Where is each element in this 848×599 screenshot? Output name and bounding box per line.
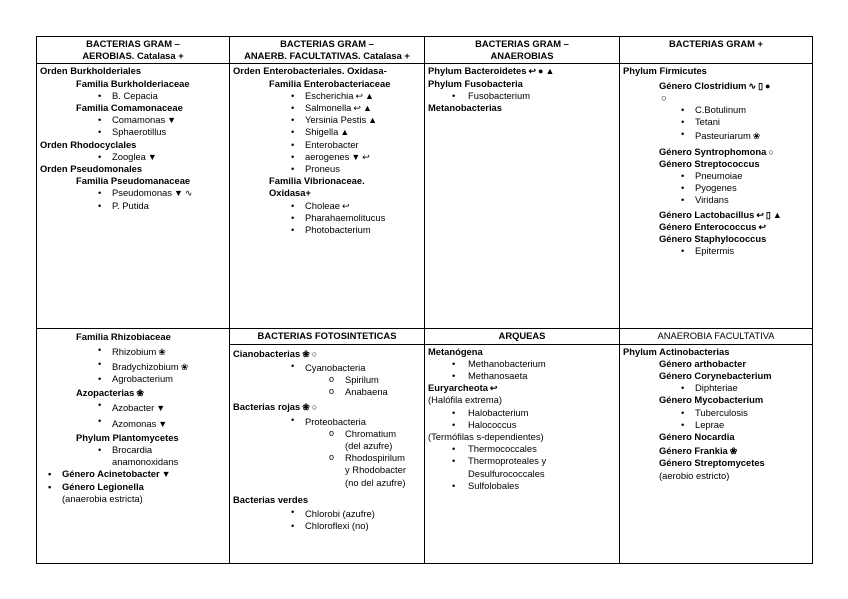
cell-fotosinteticas (230, 329, 425, 564)
flower-icon: ❀ (158, 346, 166, 357)
cell-rhizobiaceae (37, 329, 230, 564)
circle-icon: ○ (311, 402, 318, 413)
cianobacterias: Cianobacterias ❀ ○ (233, 347, 318, 359)
list-item: • Azobacter ▼ (40, 399, 226, 414)
streptomycetes-note: (aerobio estricto) (659, 469, 730, 481)
phylum-bacteroidetes: Phylum Bacteroidetes ↩ ● ▲ (428, 65, 555, 77)
legionella-note: (anaerobia estricta) (62, 492, 143, 504)
list-item: • Bradychizobium ❀ (40, 358, 226, 373)
list-item: • Brocardia (40, 444, 226, 456)
phylum-plantomycetes: Phylum Plantomycetes (76, 431, 179, 443)
circle-icon: ○ (768, 146, 774, 157)
circle-icon: ○ (311, 348, 318, 359)
anaerobia-facultativa-body (620, 345, 812, 482)
familia-enterobacteriaceae: Familia Enterobacteriaceae (269, 77, 391, 89)
list-item: • Salmonella ↩ ▲ (233, 102, 421, 114)
genero-corynebacterium: Género Corynebacterium (659, 370, 772, 382)
list-item: • Thermococcales (428, 443, 616, 455)
orden-pseudomonales: Orden Pseudomonales (40, 163, 143, 175)
flagellum-icon: ▼ (158, 418, 168, 429)
phylum-firmicutes: Phylum Firmicutes (623, 65, 707, 77)
arqueas-body (425, 345, 619, 492)
list-item: • Proneus (233, 163, 421, 175)
list-item: • Diphteriae (623, 382, 809, 394)
header-gram-neg-facultativas: BACTERIAS GRAM – ANAERB. FACULTATIVAS. Catalasa + (230, 37, 425, 64)
classification-table (36, 36, 813, 564)
familia-vibrionaceae: Familia Vibrionaceae. (269, 175, 365, 187)
euryarcheota: Euryarcheota ↩ (428, 382, 498, 394)
list-item: • Viridans (623, 194, 809, 206)
row-2 (37, 329, 813, 564)
genero-clostridium: Género Clostridium ∿ ▯ ● (659, 79, 771, 91)
genero-mycobacterium: Género Mycobacterium (659, 394, 764, 406)
mountain-icon: ▲ (545, 66, 555, 77)
header-gram-pos: BACTERIAS GRAM + (620, 37, 813, 64)
list-item: • Halococcus (428, 419, 616, 431)
bacterias-verdes: Bacterias verdes (233, 493, 309, 505)
metanogena: Metanógena (428, 345, 483, 357)
sub-item: o Rhodospirilum (233, 452, 421, 464)
list-item: • Escherichia ↩ ▲ (233, 90, 421, 102)
fotosinteticas-body (230, 345, 424, 533)
mountain-icon: ▲ (340, 127, 350, 138)
circle-icon: ○ (661, 91, 667, 103)
hook-icon: ↩ (362, 151, 370, 162)
genero-lactobacillus: Género Lactobacillus ↩ ▯ ▲ (659, 208, 782, 220)
list-item: • Halobacterium (428, 407, 616, 419)
list-item: • Rhizobium ❀ (40, 344, 226, 358)
sub-item-continuation: (del azufre) (345, 440, 393, 452)
list-item: • Fusobacterium (428, 90, 616, 102)
mountain-icon: ▲ (365, 90, 374, 101)
list-item: • Tetani (623, 116, 809, 128)
list-item: • P. Putida (40, 200, 226, 212)
familia-comamonaceae: Familia Comamonaceae (76, 102, 183, 114)
flower-icon: ❀ (302, 348, 310, 359)
cell-gram-neg-aerobias (37, 64, 230, 329)
genero-streptomycetes: Género Streptomycetes (659, 457, 765, 469)
sub-item-continuation: y Rhodobacter (345, 464, 406, 476)
flower-icon: ❀ (752, 131, 761, 142)
hook-icon: ↩ (756, 209, 764, 220)
list-item: • Comamonas ▼ (40, 114, 226, 126)
cell-anaerobia-facultativa (620, 329, 813, 564)
phylum-actinobacterias: Phylum Actinobacterias (623, 345, 730, 357)
hook-icon: ↩ (341, 200, 350, 211)
list-item-continuation: • aerogenes ▼ ↩ (233, 151, 421, 163)
genero-streptococcus: Género Streptococcus (659, 157, 760, 169)
spiral-icon: ∿ (748, 80, 757, 91)
sub-item-continuation: (no del azufre) (345, 476, 406, 488)
list-item: • Tuberculosis (623, 407, 809, 419)
flagellum-icon: ▼ (147, 151, 157, 162)
metanobacterias: Metanobacterias (428, 102, 502, 114)
header-row (37, 37, 813, 64)
genero-frankia: Género Frankia ❀ (659, 445, 738, 457)
spiral-icon: ∿ (184, 188, 193, 199)
genero-nocardia: Género Nocardia (659, 431, 735, 443)
orden-burkholderiales: Orden Burkholderiales (40, 65, 142, 77)
list-item: • Género Legionella (40, 481, 226, 493)
azopacterias: Azopacterias ❀ (76, 387, 144, 399)
list-item: • Proteobacteria (233, 414, 421, 428)
header-arqueas: ARQUEAS (425, 329, 619, 344)
list-item: • Methanobacterium (428, 358, 616, 370)
mountain-icon: ▲ (362, 103, 372, 114)
familia-pseudomanaceae: Familia Pseudomanaceae (76, 175, 191, 187)
flagellum-icon: ▼ (167, 115, 177, 126)
list-item: • Cyanobacteria (233, 360, 421, 374)
halofila-extrema: (Halófila extrema) (428, 394, 502, 406)
hook-icon: ↩ (758, 221, 766, 232)
phylum-fusobacteria: Phylum Fusobacteria (428, 77, 523, 89)
list-item: • Pseudomonas ▼ ∿ (40, 187, 226, 199)
orden-rhodocyclales: Orden Rhodocyclales (40, 138, 137, 150)
hook-icon: ↩ (355, 90, 364, 101)
cell-gram-pos (620, 64, 813, 329)
flower-icon: ❀ (136, 388, 144, 399)
list-item: • Género Acinetobacter ▼ (40, 468, 226, 480)
genero-arthobacter: Género arthobacter (659, 357, 747, 369)
list-item: • Enterobacter (233, 139, 421, 151)
hook-icon: ↩ (528, 66, 537, 77)
list-item: • Pasteuriarum ❀ (623, 128, 809, 142)
cell-gram-neg-facultativas (230, 64, 425, 329)
flagellum-icon: ▼ (173, 188, 183, 199)
bottle-icon: ▯ (758, 80, 764, 91)
familia-rhizobiaceae: Familia Rhizobiaceae (76, 331, 171, 343)
drop-icon: ● (765, 80, 771, 91)
sub-item: o Chromatium (233, 428, 421, 440)
row-1 (37, 64, 813, 329)
drop-icon: ● (538, 66, 544, 77)
genero-enterococcus: Género Enterococcus ↩ (659, 220, 766, 232)
hook-icon: ↩ (489, 383, 498, 394)
header-gram-neg-aerobias: BACTERIAS GRAM – AEROBIAS. Catalasa + (37, 37, 230, 64)
bacterias-rojas: Bacterias rojas ❀ ○ (233, 401, 318, 413)
familia-burkholderiaceae: Familia Burkholderiaceae (76, 77, 190, 89)
list-item: • Sulfolobales (428, 480, 616, 492)
list-item: • Chloroflexi (no) (233, 520, 421, 532)
list-item: • Thermoproteales y (428, 455, 616, 467)
header-fotosinteticas: BACTERIAS FOTOSINTETICAS (230, 329, 424, 344)
list-item: • Pharahaemolitucus (233, 212, 421, 224)
orden-enterobacteriales: Orden Enterobacteriales. Oxidasa- (233, 65, 387, 77)
flower-icon: ❀ (302, 402, 310, 413)
cell-arqueas (425, 329, 620, 564)
list-item: • Shigella ▲ (233, 126, 421, 138)
header-gram-neg-anaerobias: BACTERIAS GRAM – ANAEROBIAS (425, 37, 620, 64)
list-item: • Epitermis (623, 245, 809, 257)
list-item: • Yersinia Pestis ▲ (233, 114, 421, 126)
list-item: • Methanosaeta (428, 370, 616, 382)
list-item: • Photobacterium (233, 224, 421, 236)
cell-gram-neg-anaerobias (425, 64, 620, 329)
list-item: • Chlorobi (azufre) (233, 506, 421, 520)
list-item: • Pyogenes (623, 182, 809, 194)
list-item-continuation: anamonoxidans (112, 456, 179, 468)
genero-staphylococcus: Género Staphylococcus (659, 233, 767, 245)
flower-icon: ❀ (180, 361, 189, 372)
sub-item: o Anabaena (233, 386, 421, 398)
list-item: • Zooglea ▼ (40, 151, 226, 163)
list-item: • Pneumoiae (623, 170, 809, 182)
list-item: • Azomonas ▼ (40, 415, 226, 430)
bottle-icon: ▯ (765, 209, 771, 220)
sub-item: o Spirilum (233, 374, 421, 386)
list-item: • Choleae ↩ (233, 200, 421, 212)
flagellum-icon: ▼ (351, 151, 361, 162)
mountain-icon: ▲ (772, 209, 782, 220)
flagellum-icon: ▼ (161, 469, 171, 480)
mountain-icon: ▲ (368, 115, 378, 126)
oxidasa-positiva: Oxidasa+ (269, 187, 311, 199)
list-item-continuation: Desulfurococcales (468, 467, 545, 479)
list-item: • B. Cepacia (40, 90, 226, 102)
list-item: • Sphaerotillus (40, 126, 226, 138)
list-item: • Agrobacterium (40, 373, 226, 385)
flagellum-icon: ▼ (156, 403, 166, 414)
hook-icon: ↩ (353, 103, 361, 114)
header-anaerobia-facultativa: ANAEROBIA FACULTATIVA (620, 329, 812, 344)
termofilas: (Termófilas s-dependientes) (428, 431, 544, 443)
genero-syntrophomona: Género Syntrophomona ○ (659, 145, 774, 157)
list-item: • Leprae (623, 419, 809, 431)
list-item: • C.Botulinum (623, 104, 809, 116)
flower-icon: ❀ (729, 446, 738, 457)
